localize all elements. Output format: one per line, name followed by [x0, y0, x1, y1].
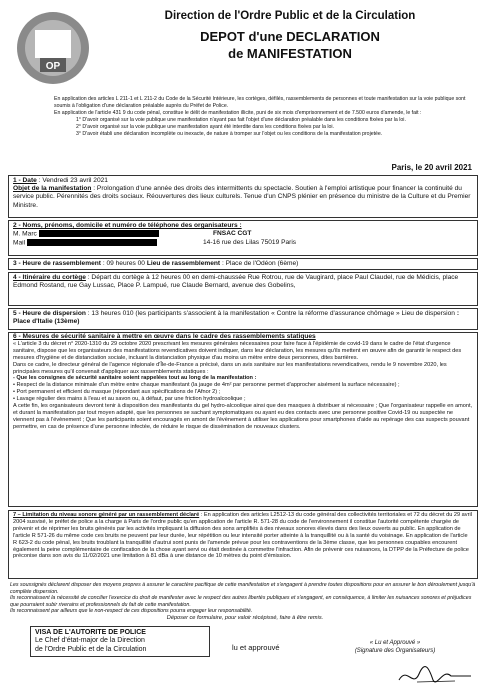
sanitary-paragraph-4: A cette fin, les organisateurs devront tenir à disposition des manifestants du gel hydro-alcoolique ainsi que des masques à distribuer si nécessaire ; Que l'organisateur rappelle en amont, et durant la manifestation par tout moyen adapté, que les personnes se sachant symptomatiques ou ayant eu des contacts avec une personne positive Covid-19 ou suspectée ne viennent pas à l'évènement ; Que les participants soient encouragés en amont de l'évènement à utiliser les applications pour smartphones d'aide au repérage des cas suspects pouvant permettre, en cas de présence d'une personne infectée, de réduire le risque de dissémination de nouveaux clusters. [13, 403, 473, 430]
page-title: Direction de l'Ordre Public et de la Circulation [164, 10, 416, 22]
declaration-commitments [10, 582, 480, 615]
read-approved-right [330, 640, 460, 655]
document-subtitle [140, 28, 440, 62]
commitment-1: Les soussignés déclarent disposer des moyens propres à assurer le caractère pacifique de cette manifestation et s'engagent à prendre toutes dispositions pour en assurer le bon déroulement jusqu'à complète dispersion. [10, 582, 476, 595]
gathering-time: : 09 heures 00 [102, 260, 145, 267]
gathering-place-label: Lieu de rassemblement [146, 260, 221, 267]
police-visa-box [30, 626, 210, 657]
sanitary-paragraph-2: Dans ce cadre, le directeur général de l'agence régionale d'Île-de-France a précisé, dans un avis sanitaire sur les manifestations revendicatives, rendu le 9 novembre 2020, les principales mesures qu'il convenait d'appliquer aux rassemblements statiques : [13, 361, 447, 375]
read-approved-label: « Lu et Approuvé » [369, 640, 421, 646]
intro-item-3: 3° D'avoir établi une déclaration incomplète ou inexacte, de nature à tromper sur l'objet ou les conditions de la manifestation projetée. [76, 131, 383, 137]
deposit-note: Déposer ce formulaire, pour valoir récépissé, faire à être remis. [166, 615, 324, 621]
sanitary-bullet-3: • Lavage régulier des mains à l'eau et au savon ou, à défaut, par une friction hydroalcoolique ; [13, 396, 246, 403]
organization-address: 14-16 rue des Lilas 75019 Paris [203, 238, 297, 246]
section-noise-limit [8, 510, 478, 579]
dispersion-place: : Place d'Italie (13ème) [13, 310, 460, 326]
itinerary-label: 4 - Itinéraire du cortège [13, 274, 86, 281]
date-label: 1 - Date [13, 177, 37, 184]
organizer-signature [395, 662, 475, 690]
visa-line-2: de l'Ordre Public et de la Circulation [35, 645, 147, 653]
organization-name: FNSAC CGT [213, 230, 252, 238]
visa-title: VISA DE L'AUTORITE DE POLICE [35, 629, 146, 636]
legal-intro [54, 96, 474, 138]
read-approved-left: lu et approuvé [232, 643, 280, 652]
section-sanitary-measures [8, 332, 478, 507]
subtitle-line-1: DEPOT d'une DECLARATION [200, 29, 380, 44]
intro-paragraph-2: En application de l'article 431 9 du code pénal, constitue le délit de manifestation illicite, puni de six mois d'emprisonnement et de 7.500 euros d'amende, le fait : [54, 110, 422, 116]
redacted-mail [27, 239, 157, 246]
section-organizers [8, 220, 478, 256]
redacted-name [39, 230, 159, 237]
sanitary-bullet-2: • Port permanent et efficient du masque (répondant aux spécifications de l'Afnor 2) ; [13, 389, 221, 396]
mail-label: Mail [13, 238, 26, 246]
intro-paragraph-1: En application des articles L 211-1 et L 211-2 du Code de la Sécurité Intérieure, les cortèges, défilés, rassemblements de personnes et toute manifestation sur la voie publique sont soumis à l'obligation d'une déclaration préalable auprès du Préfet de Police. [54, 96, 466, 109]
visa-line-1: Le Chef d'état-major de la Direction [35, 637, 145, 645]
itinerary-text: : Départ du cortège à 12 heures 00 en demi-chaussée Rue Rotrou, rue de Vaugirard, place Paul Claudel, rue de Médicis, place Edmond Rostand, rue Gay Lussac, Place P. Lampué, rue Claude Bernard, avenue des Gobelins, [13, 274, 459, 290]
sanitary-label: 6 - Mesures de sécurité sanitaire à mettre en œuvre dans le cadre des rassemblements statiques [13, 333, 316, 340]
dispersion-text: : 13 heures 010 (les participants s'associent à la manifestation « Contre la réforme d'assurance chômage » Lieu de dispersion [87, 310, 455, 317]
section-itinerary [8, 272, 478, 306]
objet-label: Objet de la manifestation [13, 185, 92, 193]
commitment-2: Ils reconnaissent la nécessité de concilier l'exercice du droit de manifester avec le respect des autres libertés publiques et s'engagent, en conséquence, à limiter les nuisances sonores et préjudices que pourraient subir riverains et professionnels du fait de cette manifestation. [10, 595, 472, 608]
organizers-label: 2 - Noms, prénoms, domicile et numéro de téléphone des organisateurs : [13, 222, 242, 229]
prefecture-logo [10, 8, 96, 88]
organizer-name: M. Marc [13, 230, 37, 238]
objet-text: : Prolongation d'une année des droits des intermittents du spectacle. Soutien à l'emploi artistique pour financer la continuité du service public. Pérennités des droits sociaux. Réouvertures des lieux culturels. Tenue d'un CNPS plénier en présence du ministre de la Culture et du Premier Ministre. [13, 185, 471, 209]
intro-item-2: 2° D'avoir organisé sur la voie publique une manifestation ayant été interdite dans les conditions fixées par la loi. [76, 124, 334, 130]
noise-label: 7 – Limitation du niveau sonore généré par un rassemblement déclaré [13, 512, 200, 518]
logo-initials: OP [45, 61, 61, 72]
date-value: : Vendredi 23 avril 2021 [38, 177, 108, 184]
section-gathering-time [8, 258, 478, 270]
gathering-time-label: 3 - Heure de rassemblement [13, 260, 101, 267]
dispersion-label: 5 - Heure de dispersion [13, 310, 86, 317]
subtitle-line-2: de MANIFESTATION [228, 46, 352, 61]
gathering-place: : Place de l'Odéon (6ème) [221, 260, 299, 267]
sanitary-paragraph-1: « L'article 3 du décret n° 2020-1310 du 29 octobre 2020 prescrivant les mesures générales nécessaires pour faire face à l'épidémie de covid-19 dans le cadre de l'état d'urgence sanitaire, dispose que les organisateurs des manifestations revendicatives doivent indiquer, dans leur déclaration, les mesures qu'ils mettent en œuvre afin de garantir le respect des mesures d'hygiène et de distanciation sociale, incluant la distanciation physique d'au moins un mètre entre deux personnes, dites barrières. [13, 340, 462, 361]
sanitary-paragraph-3: - Que les consignes de sécurité sanitaire soient rappelées tout au long de la manifestation : [13, 375, 257, 382]
section-date-objet [8, 175, 478, 218]
sanitary-bullet-1: • Respect de la distance minimale d'un mètre entre chaque manifestant (la jauge de 4m² par personne permet d'approcher aisément la surface nécessaire) ; [13, 382, 400, 389]
section-dispersion [8, 308, 478, 330]
signature-caption: (Signature des Organisateurs) [354, 647, 436, 654]
document-date: Paris, le 20 avril 2021 [391, 163, 472, 172]
commitment-3: Ils reconnaissent par ailleurs que le non-respect de ces dispositions pourra engager leur responsabilité. [10, 608, 253, 615]
noise-text: : En application des articles L2512-13 du code général des collectivités territoriales et 72 du décret du 29 avril 2004 susvisé, le préfet de police a la charge à Paris de l'ordre public qu'en application de l'article R. 571-28 du code de l'environnement il constitue l'autorité compétente chargée de prévenir et de réprimer les bruits générés par les activités impliquant la diffusion des sons amplifiés à des niveaux sonores élevés dans des lieux ouverts au public. En application de l'article R 571-26 du même code ces bruits ne peuvent par leur durée, leur répétition ou leur intensité porter atteinte à la tranquillité ou à la santé du voisinage. En application de l'article R 623-2 du code pénal, les bruits troublant la tranquillité d'autrui sont punis de l'amende prévue pour les contraventions de la 3ème classe, que les personnes coupables encourent également la peine complémentaire de confiscation de la chose ayant servi ou était destinée à commettre l'infraction. Afin de prévenir ces nuisances, la DTPP de la Préfecture de police préconise dans son avis du 11/02/2021 une limitation à 81 dBa à une distance de 10 mètres du point d'émission. [13, 512, 472, 560]
intro-item-1: 1° D'avoir organisé sur la voie publique une manifestation n'ayant pas fait l'objet d'une déclaration préalable dans les conditions fixées par la loi. [76, 117, 406, 123]
